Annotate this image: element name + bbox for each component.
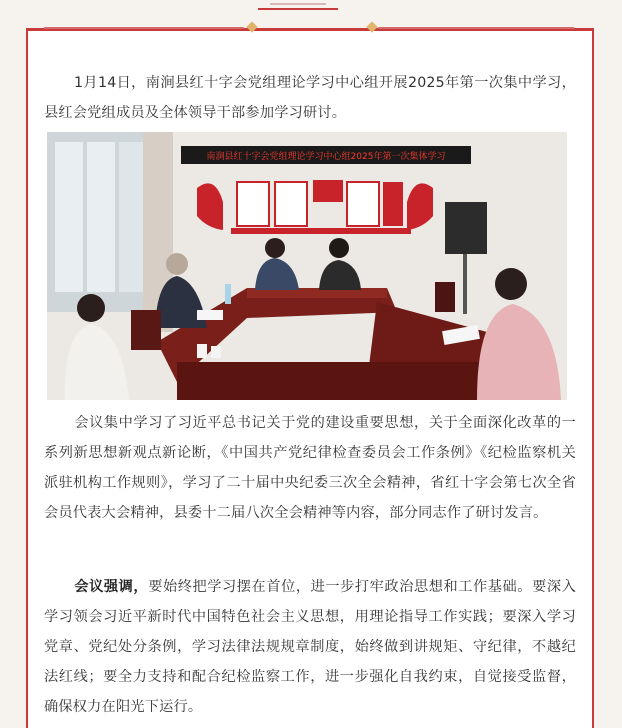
meeting-photo: [47, 132, 567, 400]
body2-text: 要始终把学习摆在首位，进一步打牢政治思想和工作基础。要深入学习领会习近平新时代中国特色社会主义思想，用理论指导工作实践；要深入学习党章、党纪处分条例，学习法律法规规章制度，始终做到讲规矩、守纪律，不越纪法红线；要全力支持和配合纪检监察工作，进一步强化自我约束，自觉接受监督，确保权力在阳光下运行。: [44, 579, 576, 715]
body-paragraph-2: [44, 572, 576, 722]
top-tab-ornament: [258, 0, 338, 10]
intro-paragraph: [44, 68, 576, 128]
intro-text: 1月14日，南涧县红十字会党组理论学习中心组开展2025年第一次集中学习，县红会党组成员及全体领导干部参加学习研讨。: [44, 75, 576, 121]
body-paragraph-1: [44, 408, 576, 528]
emphasis-lead: 会议强调，: [74, 579, 149, 595]
header-divider-right: [378, 27, 574, 29]
body1-text: 会议集中学习了习近平总书记关于党的建设重要思想，关于全面深化改革的一系列新思想新观点新论断，《中国共产党纪律检查委员会工作条例》《纪检监察机关派驻机构工作规则》，学习了二十届中央纪委三次全会精神，省红十字会第七次全省会员代表大会精神，县委十二届八次全会精神等内容，部分同志作了研讨发言。: [44, 415, 576, 521]
header-divider-left: [44, 27, 244, 29]
led-banner-text: 南涧县红十字会党组理论学习中心组2025年第一次集体学习: [206, 152, 446, 162]
